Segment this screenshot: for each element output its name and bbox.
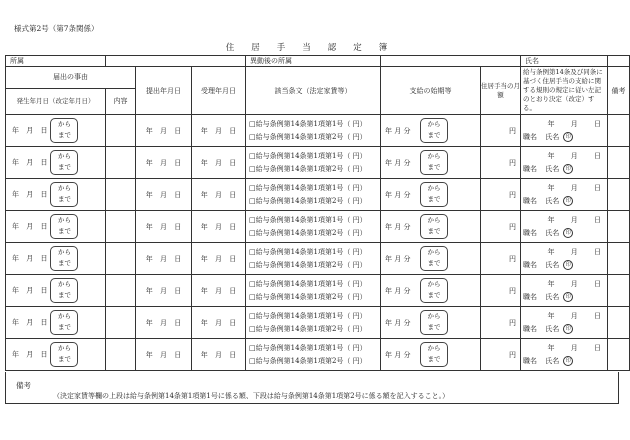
remarks-section [5, 372, 619, 404]
article-cell[interactable] [246, 147, 381, 179]
monthly-amount-cell[interactable]: 円 [481, 179, 521, 211]
payment-start-cell[interactable] [381, 179, 481, 211]
remarks-header: 備考 [608, 67, 630, 115]
decision-name-label: 職名 氏名 [523, 196, 560, 205]
date-text: 年 月 日 [12, 286, 48, 295]
seal-icon: 印 [563, 164, 573, 174]
register-table [5, 55, 630, 371]
article-line-2[interactable]: □給与条例第14条第1項第2号（ 円） [249, 132, 367, 141]
payment-start-cell[interactable] [381, 211, 481, 243]
period-text: 年 月 分 [385, 190, 411, 199]
content-cell[interactable] [106, 147, 136, 179]
monthly-amount-cell[interactable]: 円 [481, 243, 521, 275]
occurrence-date-header: 発生年月日（改定年月日） [6, 88, 106, 114]
decision-cell[interactable] [521, 147, 608, 179]
from-text: から [57, 120, 71, 128]
table-row [6, 275, 630, 307]
seal-icon: 印 [563, 260, 573, 270]
article-line-1[interactable]: □給与条例第14条第1項第1号（ 円） [249, 311, 367, 320]
content-cell[interactable] [106, 115, 136, 147]
decision-date: 年 月 日 [547, 343, 601, 352]
decision-date: 年 月 日 [547, 215, 601, 224]
receipt-date-cell[interactable]: 年 月 日 [192, 115, 246, 147]
period-text: 年 月 分 [385, 350, 411, 359]
from-text: から [427, 248, 441, 256]
article-line-2[interactable]: □給与条例第14条第1項第2号（ 円） [249, 324, 367, 333]
payment-start-cell[interactable] [381, 339, 481, 371]
from-to-bracket [50, 310, 78, 335]
remarks-cell[interactable] [608, 307, 630, 339]
date-text: 年 月 日 [12, 190, 48, 199]
decision-signer [521, 227, 607, 240]
from-to-bracket [50, 246, 78, 271]
content-cell[interactable] [106, 275, 136, 307]
from-text: から [427, 216, 441, 224]
content-cell[interactable] [106, 307, 136, 339]
report-reason-header: 届出の事由 [6, 67, 136, 89]
monthly-amount-cell[interactable]: 円 [481, 147, 521, 179]
seal-icon: 印 [563, 292, 573, 302]
decision-cell[interactable] [521, 339, 608, 371]
article-cell[interactable] [246, 179, 381, 211]
table-row [6, 179, 630, 211]
decision-cell[interactable] [521, 211, 608, 243]
date-text: 年 月 日 [12, 158, 48, 167]
article-line-2[interactable]: □給与条例第14条第1項第2号（ 円） [249, 228, 367, 237]
submission-date-cell[interactable]: 年 月 日 [136, 307, 192, 339]
period-text: 年 月 分 [385, 158, 411, 167]
from-text: から [57, 152, 71, 160]
to-text: まで [427, 259, 441, 267]
article-cell[interactable] [246, 211, 381, 243]
receipt-date-cell[interactable]: 年 月 日 [192, 275, 246, 307]
decision-name-label: 職名 氏名 [523, 324, 560, 333]
from-text: から [57, 344, 71, 352]
from-to-bracket [50, 278, 78, 303]
decision-name-label: 職名 氏名 [523, 292, 560, 301]
new-affiliation-label: 異動後の所属 [246, 56, 381, 67]
decision-name-label: 職名 氏名 [523, 164, 560, 173]
column-header-row-1 [6, 67, 630, 89]
from-to-bracket [50, 182, 78, 207]
to-text: まで [427, 195, 441, 203]
from-text: から [427, 280, 441, 288]
table-row [6, 243, 630, 275]
article-line-2[interactable]: □給与条例第14条第1項第2号（ 円） [249, 164, 367, 173]
date-text: 年 月 日 [12, 318, 48, 327]
monthly-amount-cell[interactable]: 円 [481, 115, 521, 147]
decision-signer [521, 163, 607, 176]
remarks-heading: 備考 [16, 381, 31, 390]
content-cell[interactable] [106, 211, 136, 243]
article-line-2[interactable]: □給与条例第14条第1項第2号（ 円） [249, 260, 367, 269]
submission-date-cell[interactable]: 年 月 日 [136, 179, 192, 211]
period-text: 年 月 分 [385, 126, 411, 135]
to-text: まで [57, 291, 71, 299]
article-line-2[interactable]: □給与条例第14条第1項第2号（ 円） [249, 356, 367, 365]
decision-name-label: 職名 氏名 [523, 260, 560, 269]
from-text: から [427, 312, 441, 320]
to-text: まで [427, 131, 441, 139]
content-cell[interactable] [106, 339, 136, 371]
from-to-bracket [50, 214, 78, 239]
from-to-bracket [50, 150, 78, 175]
decision-date: 年 月 日 [547, 151, 601, 160]
article-line-1[interactable]: □給与条例第14条第1項第1号（ 円） [249, 215, 367, 224]
to-text: まで [427, 291, 441, 299]
seal-icon: 印 [563, 228, 573, 238]
new-affiliation-field[interactable] [381, 56, 521, 67]
decision-signer [521, 355, 607, 368]
name-label: 氏名 [521, 56, 608, 67]
content-header: 内容 [106, 88, 136, 114]
monthly-amount-cell[interactable]: 円 [481, 211, 521, 243]
occurrence-date-cell[interactable] [6, 307, 106, 339]
payment-start-header: 支給の始期等 [381, 67, 481, 115]
remarks-note: （決定家賃等欄の上段は給与条例第14条第1項第1号に係る額、下段は給与条例第14条第1項第2号に係る額を記入すること。） [53, 392, 450, 400]
decision-date: 年 月 日 [547, 311, 601, 320]
monthly-amount-cell[interactable]: 円 [481, 275, 521, 307]
from-to-bracket [50, 342, 78, 367]
decision-cell[interactable] [521, 179, 608, 211]
to-text: まで [427, 227, 441, 235]
seal-icon: 印 [563, 356, 573, 366]
from-text: から [427, 344, 441, 352]
article-line-2[interactable]: □給与条例第14条第1項第2号（ 円） [249, 292, 367, 301]
decision-signer [521, 259, 607, 272]
form-number-label: 様式第2号（第7条関係） [14, 24, 99, 33]
from-text: から [57, 216, 71, 224]
receipt-date-cell[interactable]: 年 月 日 [192, 147, 246, 179]
decision-header: 給与条例第14条及び同条に基づく住居手当の支給に関する規則の規定に従い左記のとおり決定（改定）する。 [521, 67, 608, 115]
to-text: まで [57, 227, 71, 235]
decision-cell[interactable] [521, 275, 608, 307]
to-text: まで [57, 195, 71, 203]
to-text: まで [427, 323, 441, 331]
table-row [6, 115, 630, 147]
article-line-1[interactable]: □給与条例第14条第1項第1号（ 円） [249, 247, 367, 256]
monthly-amount-header: 住居手当の月額 [481, 67, 521, 115]
top-info-row [6, 56, 630, 67]
decision-cell[interactable] [521, 307, 608, 339]
decision-cell[interactable] [521, 115, 608, 147]
payment-start-cell[interactable] [381, 243, 481, 275]
decision-signer [521, 323, 607, 336]
to-text: まで [57, 323, 71, 331]
page-title: 住居手当認定簿 [225, 43, 405, 53]
date-text: 年 月 日 [12, 222, 48, 231]
receipt-date-cell[interactable]: 年 月 日 [192, 243, 246, 275]
receipt-date-cell[interactable]: 年 月 日 [192, 307, 246, 339]
from-to-bracket [420, 182, 448, 207]
submission-date-cell[interactable]: 年 月 日 [136, 115, 192, 147]
occurrence-date-cell[interactable] [6, 275, 106, 307]
remarks-cell[interactable] [608, 115, 630, 147]
submission-date-cell[interactable]: 年 月 日 [136, 339, 192, 371]
occurrence-date-cell[interactable] [6, 243, 106, 275]
article-cell[interactable] [246, 243, 381, 275]
from-text: から [427, 120, 441, 128]
submission-date-cell[interactable]: 年 月 日 [136, 243, 192, 275]
occurrence-date-cell[interactable] [6, 339, 106, 371]
decision-date: 年 月 日 [547, 279, 601, 288]
from-to-bracket [420, 214, 448, 239]
from-to-bracket [420, 118, 448, 143]
payment-start-cell[interactable] [381, 307, 481, 339]
remarks-cell[interactable] [608, 179, 630, 211]
table-row [6, 211, 630, 243]
monthly-amount-cell[interactable]: 円 [481, 307, 521, 339]
decision-name-label: 職名 氏名 [523, 356, 560, 365]
decision-signer [521, 291, 607, 304]
remarks-cell[interactable] [608, 275, 630, 307]
to-text: まで [427, 355, 441, 363]
to-text: まで [57, 259, 71, 267]
from-to-bracket [420, 342, 448, 367]
receipt-date-cell[interactable]: 年 月 日 [192, 211, 246, 243]
occurrence-date-cell[interactable] [6, 115, 106, 147]
period-text: 年 月 分 [385, 318, 411, 327]
decision-date: 年 月 日 [547, 183, 601, 192]
to-text: まで [57, 355, 71, 363]
from-text: から [57, 280, 71, 288]
affiliation-label: 所属 [6, 56, 106, 67]
from-to-bracket [50, 118, 78, 143]
payment-start-cell[interactable] [381, 115, 481, 147]
from-to-bracket [420, 310, 448, 335]
article-line-1[interactable]: □給与条例第14条第1項第1号（ 円） [249, 119, 367, 128]
from-text: から [57, 184, 71, 192]
receipt-date-header: 受理年月日 [192, 67, 246, 115]
payment-start-cell[interactable] [381, 275, 481, 307]
content-cell[interactable] [106, 243, 136, 275]
occurrence-date-cell[interactable] [6, 147, 106, 179]
decision-date: 年 月 日 [547, 247, 601, 256]
from-text: から [57, 312, 71, 320]
monthly-amount-cell[interactable]: 円 [481, 339, 521, 371]
period-text: 年 月 分 [385, 286, 411, 295]
to-text: まで [427, 163, 441, 171]
payment-start-cell[interactable] [381, 147, 481, 179]
applicable-article-header: 該当条文（法定家賃等） [246, 67, 381, 115]
remarks-cell[interactable] [608, 147, 630, 179]
from-to-bracket [420, 246, 448, 271]
article-cell[interactable] [246, 115, 381, 147]
from-text: から [57, 248, 71, 256]
remarks-cell[interactable] [608, 243, 630, 275]
article-line-1[interactable]: □給与条例第14条第1項第1号（ 円） [249, 279, 367, 288]
receipt-date-cell[interactable]: 年 月 日 [192, 179, 246, 211]
remarks-cell[interactable] [608, 339, 630, 371]
from-text: から [427, 152, 441, 160]
table-row [6, 339, 630, 371]
seal-icon: 印 [563, 324, 573, 334]
period-text: 年 月 分 [385, 254, 411, 263]
decision-cell[interactable] [521, 243, 608, 275]
article-line-2[interactable]: □給与条例第14条第1項第2号（ 円） [249, 196, 367, 205]
article-line-1[interactable]: □給与条例第14条第1項第1号（ 円） [249, 343, 367, 352]
to-text: まで [57, 131, 71, 139]
table-row [6, 147, 630, 179]
decision-name-label: 職名 氏名 [523, 228, 560, 237]
name-field[interactable] [608, 56, 630, 67]
seal-icon: 印 [563, 196, 573, 206]
article-cell[interactable] [246, 275, 381, 307]
from-to-bracket [420, 150, 448, 175]
article-line-1[interactable]: □給与条例第14条第1項第1号（ 円） [249, 151, 367, 160]
content-cell[interactable] [106, 179, 136, 211]
decision-signer [521, 131, 607, 144]
decision-signer [521, 195, 607, 208]
date-text: 年 月 日 [12, 254, 48, 263]
submission-date-cell[interactable]: 年 月 日 [136, 147, 192, 179]
remarks-cell[interactable] [608, 211, 630, 243]
occurrence-date-cell[interactable] [6, 179, 106, 211]
receipt-date-cell[interactable]: 年 月 日 [192, 339, 246, 371]
from-text: から [427, 184, 441, 192]
date-text: 年 月 日 [12, 350, 48, 359]
from-to-bracket [420, 278, 448, 303]
article-cell[interactable] [246, 307, 381, 339]
period-text: 年 月 分 [385, 222, 411, 231]
seal-icon: 印 [563, 132, 573, 142]
submission-date-header: 提出年月日 [136, 67, 192, 115]
to-text: まで [57, 163, 71, 171]
decision-name-label: 職名 氏名 [523, 132, 560, 141]
table-row [6, 307, 630, 339]
affiliation-field[interactable] [106, 56, 246, 67]
submission-date-cell[interactable]: 年 月 日 [136, 211, 192, 243]
submission-date-cell[interactable]: 年 月 日 [136, 275, 192, 307]
date-text: 年 月 日 [12, 126, 48, 135]
decision-date: 年 月 日 [547, 119, 601, 128]
article-cell[interactable] [246, 339, 381, 371]
article-line-1[interactable]: □給与条例第14条第1項第1号（ 円） [249, 183, 367, 192]
occurrence-date-cell[interactable] [6, 211, 106, 243]
